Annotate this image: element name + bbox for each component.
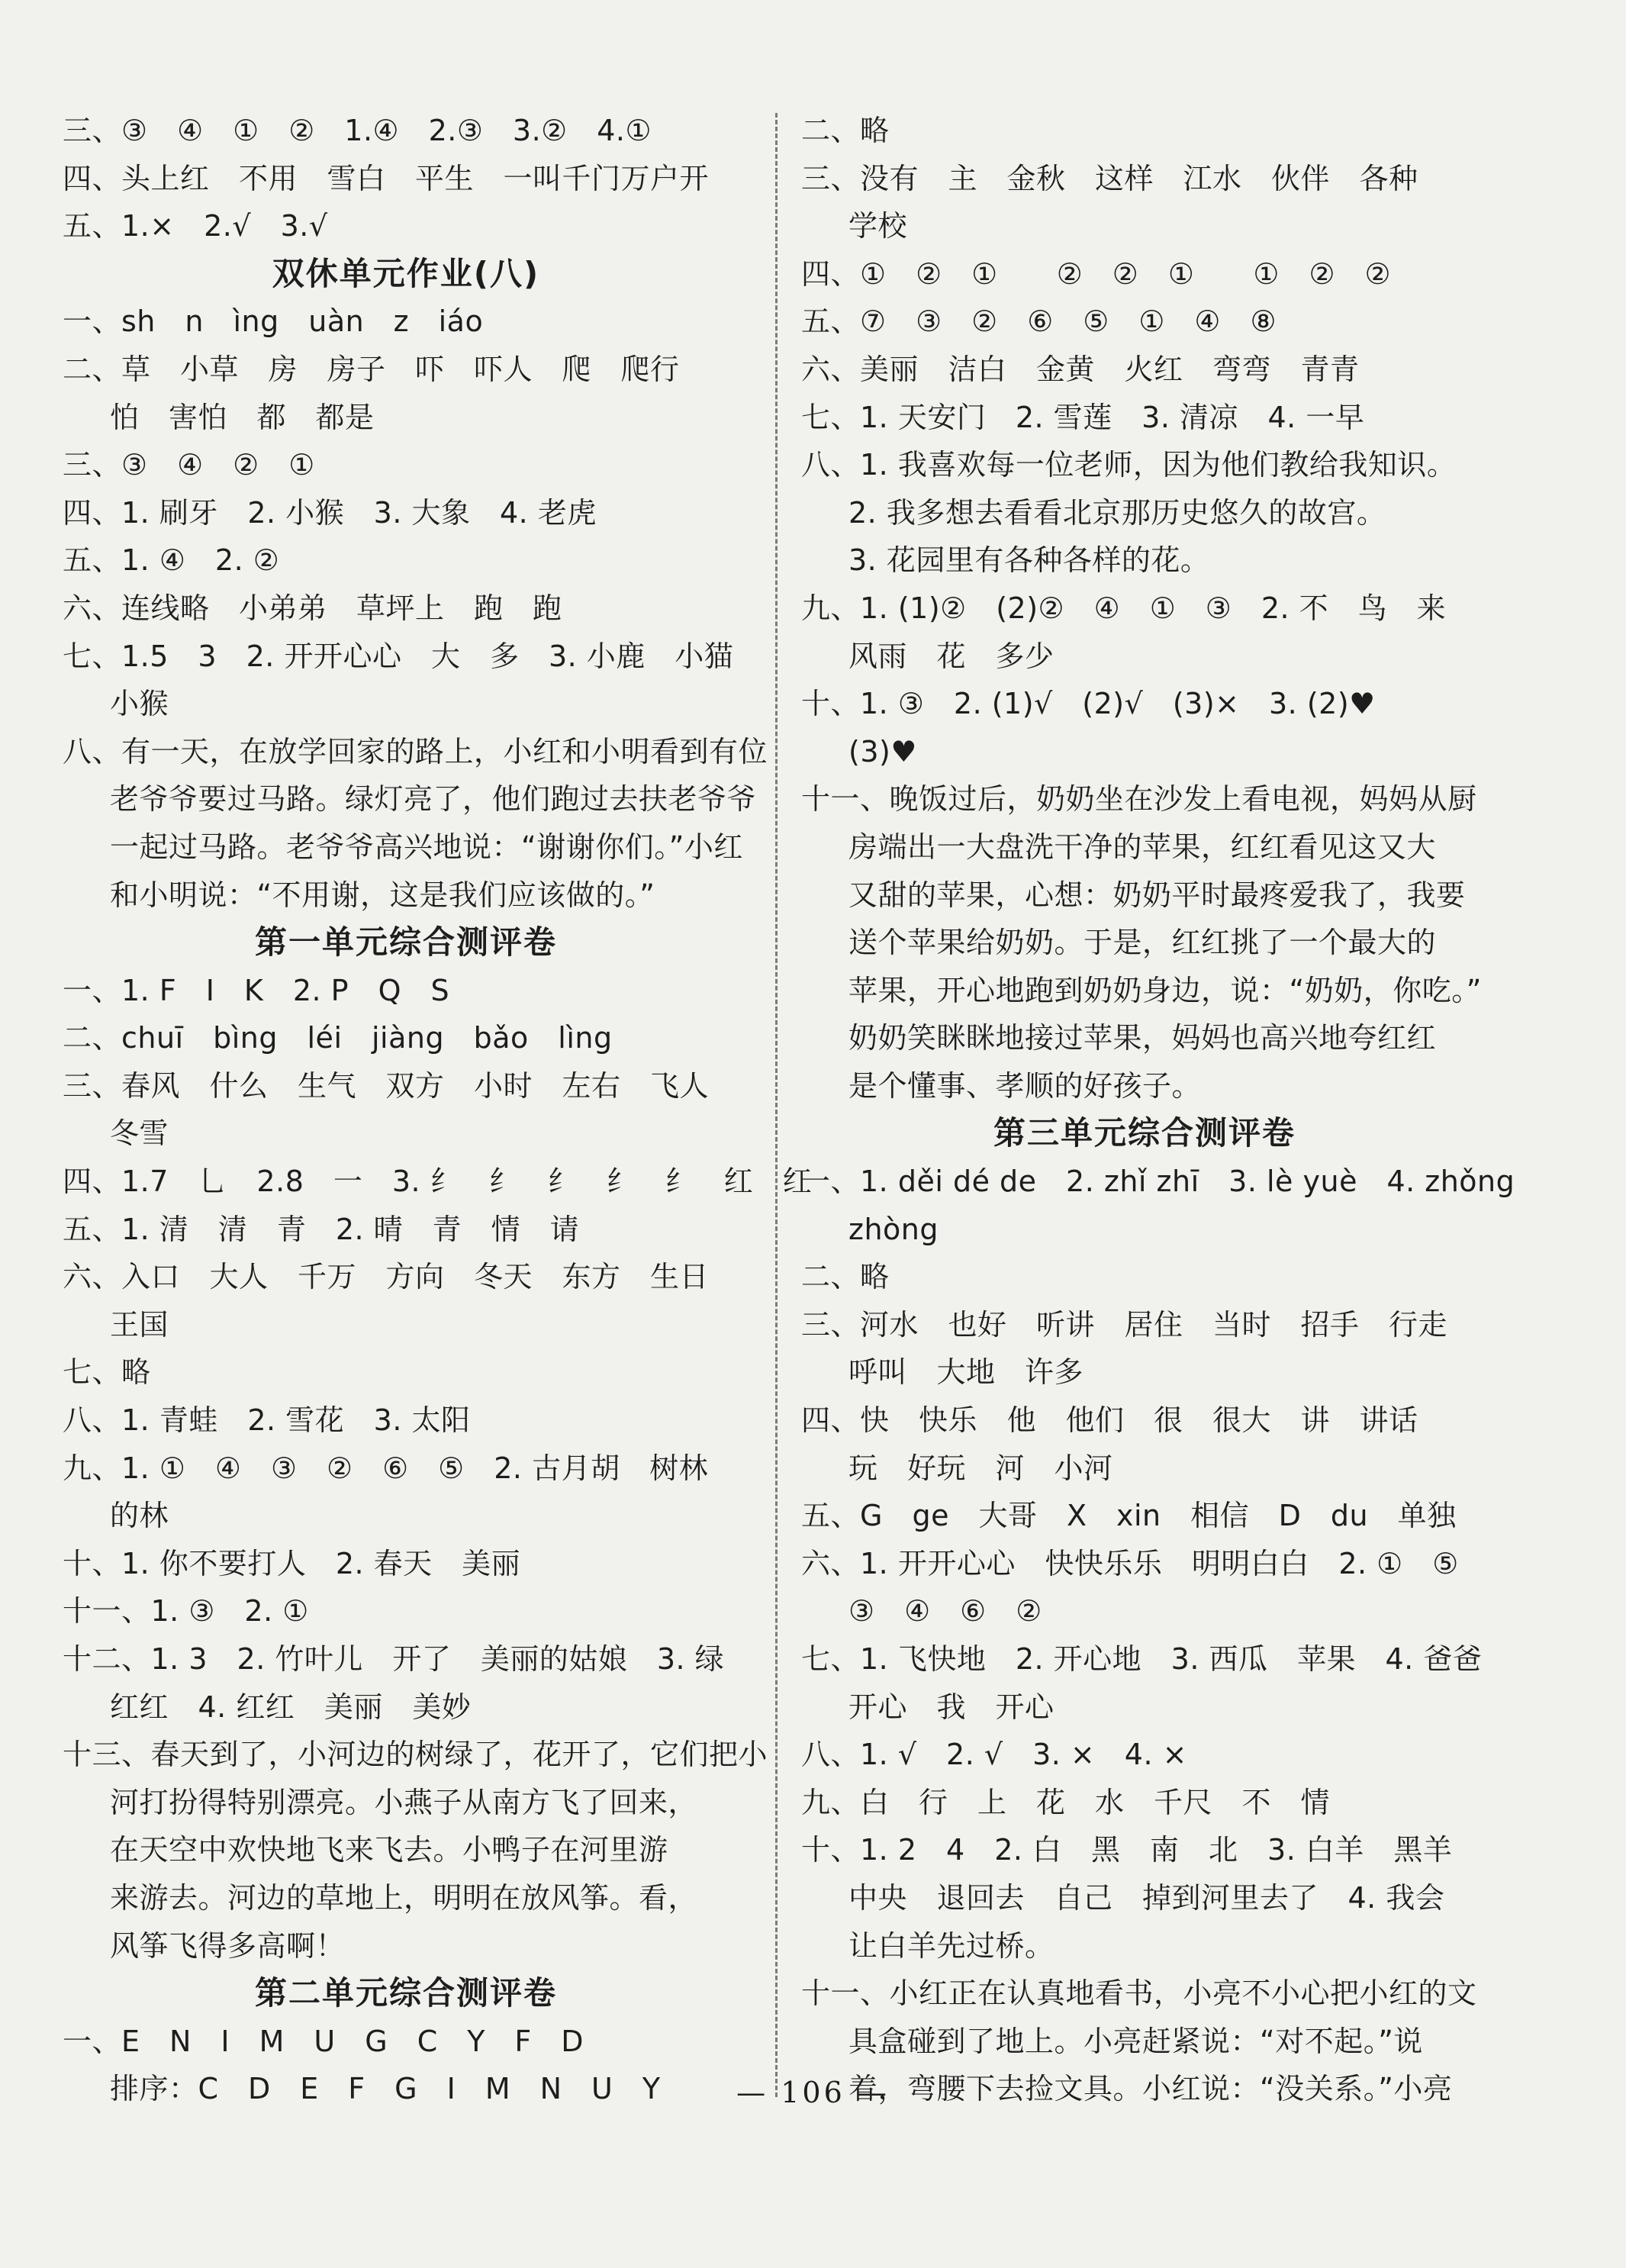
answer-line: zhòng [848,1212,939,1246]
answer-line: 二、chuī bìng léi jiàng bǎo lìng [63,1021,613,1055]
answer-line: 的林 [110,1499,169,1533]
answer-line: 九、1. ① ④ ③ ② ⑥ ⑤ 2. 古月胡 树林 [63,1451,709,1485]
answer-line: 六、连线略 小弟弟 草坪上 跑 跑 [63,591,562,625]
answer-line: 三、河水 也好 听讲 居住 当时 招手 行走 [801,1307,1448,1342]
answer-line: 一、1. děi dé de 2. zhǐ zhī 3. lè yuè 4. zhǒng [801,1165,1515,1199]
answer-line: 二、略 [801,114,890,147]
answer-line: 十、1. ③ 2. (1)√ (2)√ (3)× 3. (2)♥ [801,687,1376,721]
answer-line: 五、⑦ ③ ② ⑥ ⑤ ① ④ ⑧ [801,304,1277,339]
answer-line: 四、头上红 不用 雪白 平生 一叫千门万户开 [63,161,710,195]
answer-line: 排序：C D E F G I M N U Y [110,2072,661,2106]
answer-line: 十、1. 2 4 2. 白 黑 南 北 3. 白羊 黑羊 [801,1833,1453,1867]
answer-line: 来游去。河边的草地上，明明在放风筝。看， [110,1880,698,1915]
answer-line: 送个苹果给奶奶。于是，红红挑了一个最大的 [848,926,1437,960]
answer-line: 八、1. √ 2. √ 3. × 4. × [801,1738,1187,1772]
answer-line: 十二、1. 3 2. 竹叶儿 开了 美丽的姑娘 3. 绿 [63,1642,725,1676]
answer-line: 3. 花园里有各种各样的花。 [848,543,1210,578]
answer-line: 十、1. 你不要打人 2. 春天 美丽 [63,1546,521,1580]
section-heading: 第一单元综合测评卷 [254,923,557,962]
answer-line: 学校 [848,209,908,243]
answer-line: 七、略 [63,1355,151,1390]
answer-line: 一、E N I M U G C Y F D [63,2024,584,2058]
answer-line: 五、1. ④ 2. ② [63,543,280,578]
answer-line: 冬雪 [110,1116,169,1151]
answer-line: 风雨 花 多少 [848,639,1054,673]
answer-line: 和小明说：“不用谢，这是我们应该做的。” [110,878,655,912]
answer-line: 风筝飞得多高啊！ [110,1928,346,1963]
answer-line: 着，弯腰下去捡文具。小红说：“没关系。”小亮 [848,2072,1453,2106]
answer-line: 四、① ② ① ② ② ① ① ② ② [801,256,1392,291]
answer-line: 八、1. 我喜欢每一位老师，因为他们教给我知识。 [801,448,1457,482]
answer-line: 九、1. (1)② (2)② ④ ① ③ 2. 不 鸟 来 [801,591,1447,625]
answer-line: 三、春风 什么 生气 双方 小时 左右 飞人 [63,1068,710,1103]
answer-line: 河打扮得特别漂亮。小燕子从南方飞了回来， [110,1785,698,1819]
answer-line: 一起过马路。老爷爷高兴地说：“谢谢你们。”小红 [110,830,743,864]
answer-line: 七、1. 飞快地 2. 开心地 3. 西瓜 苹果 4. 爸爸 [801,1642,1483,1676]
answer-line: 八、有一天，在放学回家的路上，小红和小明看到有位 [63,734,768,768]
answer-line: 六、1. 开开心心 快快乐乐 明明白白 2. ① ⑤ [801,1546,1459,1580]
answer-line: 四、快 快乐 他 他们 很 很大 讲 讲话 [801,1403,1418,1438]
right-column [801,107,1515,2113]
answer-line: 六、美丽 洁白 金黄 火红 弯弯 青青 [801,352,1360,386]
answer-line: 五、G ge 大哥 X xin 相信 D du 单独 [801,1499,1457,1533]
answer-line: 奶奶笑眯眯地接过苹果，妈妈也高兴地夸红红 [848,1021,1437,1055]
answer-line: 五、1. 清 清 青 2. 晴 青 情 请 [63,1212,580,1246]
answer-line: 让白羊先过桥。 [848,1928,1054,1963]
answer-line: 八、1. 青蛙 2. 雪花 3. 太阳 [63,1403,471,1438]
answer-line: 四、1. 刷牙 2. 小猴 3. 大象 4. 老虎 [63,495,597,530]
answer-line: 一、sh n ìng uàn z iáo [63,304,484,339]
column-divider [775,113,778,2097]
answer-line: 十三、春天到了，小河边的树绿了，花开了，它们把小 [63,1738,768,1772]
answer-line: 十一、晚饭过后，奶奶坐在沙发上看电视，妈妈从厨 [801,782,1477,817]
answer-line: 一、1. F I K 2. P Q S [63,973,450,1007]
section-heading: 双休单元作业(八) [272,254,540,292]
answer-line: 2. 我多想去看看北京那历史悠久的故宫。 [848,495,1386,530]
answer-line: 十一、1. ③ 2. ① [63,1594,309,1629]
answer-line: 怕 害怕 都 都是 [110,400,375,434]
answer-line: ③ ④ ⑥ ② [848,1594,1042,1629]
section-heading: 第二单元综合测评卷 [254,1974,557,2012]
answer-line: 呼叫 大地 许多 [848,1355,1084,1390]
answer-line: 五、1.× 2.√ 3.√ [63,209,328,243]
answer-line: 房端出一大盘洗干净的苹果，红红看见这又大 [848,830,1437,864]
answer-line: 具盒碰到了地上。小亮赶紧说：“对不起。”说 [848,2024,1423,2058]
answer-line: 十一、小红正在认真地看书，小亮不小心把小红的文 [801,1976,1477,2011]
answer-line: 三、没有 主 金秋 这样 江水 伙伴 各种 [801,161,1418,195]
answer-line: 二、略 [801,1260,890,1294]
answer-line: 三、③ ④ ② ① [63,448,315,482]
answer-line: 四、1.7 乚 2.8 一 3. 纟 纟 纟 纟 纟 红 红 [63,1165,813,1199]
answer-line: 二、草 小草 房 房子 吓 吓人 爬 爬行 [63,352,680,386]
answer-line: (3)♥ [848,734,917,768]
answer-line: 七、1. 天安门 2. 雪莲 3. 清凉 4. 一早 [801,400,1365,434]
answer-line: 九、白 行 上 花 水 千尺 不 情 [801,1785,1331,1819]
answer-line: 苹果，开心地跑到奶奶身边，说：“奶奶，你吃。” [848,973,1482,1007]
answer-line: 红红 4. 红红 美丽 美妙 [110,1690,472,1724]
answer-line: 是个懂事、孝顺的好孩子。 [848,1068,1202,1103]
answer-line: 老爷爷要过马路。绿灯亮了，他们跑过去扶老爷爷 [110,782,757,817]
answer-line: 开心 我 开心 [848,1690,1054,1724]
answer-line: 小猴 [110,687,169,721]
answer-line: 七、1.5 3 2. 开开心心 大 多 3. 小鹿 小猫 [63,639,734,673]
answer-line: 中央 退回去 自己 掉到河里去了 4. 我会 [848,1880,1445,1915]
answer-line: 在天空中欢快地飞来飞去。小鸭子在河里游 [110,1833,668,1867]
answer-line: 王国 [110,1307,169,1342]
answer-line: 六、入口 大人 千万 方向 冬天 东方 生日 [63,1260,710,1294]
answer-line: 三、③ ④ ① ② 1.④ 2.③ 3.② 4.① [63,114,652,147]
answer-line: 又甜的苹果，心想：奶奶平时最疼爱我了，我要 [848,878,1466,912]
section-heading: 第三单元综合测评卷 [993,1114,1296,1152]
answer-line: 玩 好玩 河 小河 [848,1451,1113,1485]
page-number: — 106 — [736,2076,890,2109]
